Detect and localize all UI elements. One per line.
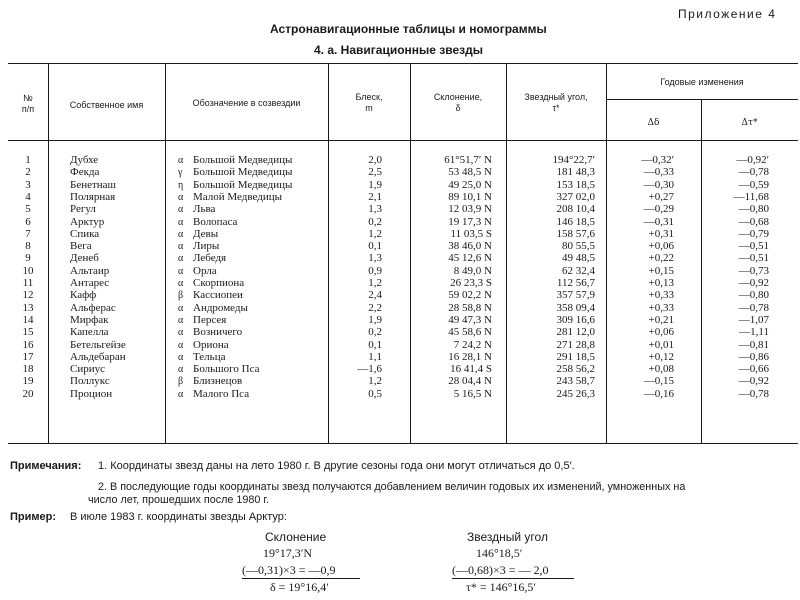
delta-declination: —0,32′: [641, 154, 674, 166]
header-annual: Годовые изменения: [660, 77, 744, 87]
magnitude: 0,1: [368, 240, 382, 253]
annual-subheader-rule: [606, 99, 798, 100]
magnitude: 2,5: [368, 166, 382, 179]
greek-letter: α: [178, 302, 184, 314]
greek-letter: α: [178, 204, 184, 216]
delta-sidereal: —0,51: [738, 252, 769, 265]
row-number: 17: [22, 350, 34, 363]
star-name: Альдебаран: [70, 350, 126, 363]
example-label: Пример:: [10, 511, 57, 523]
sidereal-angle: 258 56,2: [556, 363, 595, 376]
row-number: 11: [22, 277, 34, 289]
declination: 16 28,1 N: [448, 350, 492, 363]
table-header-rule: [8, 140, 798, 141]
greek-letter: α: [178, 241, 184, 253]
sidereal-angle: 357 57,9: [556, 289, 595, 302]
greek-letter: α: [178, 388, 184, 400]
constellation: Девы: [193, 227, 219, 240]
row-number: 19: [22, 375, 34, 388]
magnitude: 2,0: [368, 154, 382, 166]
delta-sidereal: —0,59: [738, 178, 769, 191]
greek-letter: α: [178, 228, 184, 240]
row-number: 4: [25, 190, 31, 203]
notes-label: Примечания:: [10, 460, 82, 472]
declination: 16 41,4 S: [450, 363, 492, 376]
delta-declination: +0,08: [648, 363, 674, 376]
delta-sidereal: —0,78: [738, 387, 769, 400]
sidereal-angle: 181 48,3: [556, 166, 595, 179]
row-number: 13: [22, 301, 34, 314]
sidereal-angle: 146 18,5: [556, 215, 595, 228]
table-bottom-rule: [8, 443, 798, 444]
sidereal-angle: 194°22,7′: [552, 154, 595, 166]
declination: 8 49,0 N: [453, 264, 492, 277]
header-sidereal: Звездный угол, τ*: [524, 92, 588, 113]
col-sep-1: [48, 63, 49, 443]
star-name: Вега: [70, 240, 92, 253]
greek-letter: γ: [178, 167, 183, 179]
note-1: 1. Координаты звезд даны на лето 1980 г. В другие сезоны года они могут отличаться до 0,5′.: [98, 460, 575, 472]
sidereal-angle: 281 12,0: [556, 326, 595, 339]
greek-letter: α: [178, 314, 184, 326]
header-delta-sid: Δτ*: [741, 118, 758, 128]
star-name: Регул: [70, 203, 96, 216]
row-number: 2: [25, 166, 31, 179]
sidereal-angle: 309 16,6: [556, 313, 595, 326]
star-name: Поллукс: [70, 375, 110, 388]
note-2-line-2: число лет, прошедших после 1980 г.: [88, 494, 270, 506]
delta-declination: +0,21: [648, 313, 674, 326]
constellation: Большого Пса: [193, 363, 260, 376]
delta-sidereal: —11,68: [733, 190, 769, 203]
row-number: 14: [22, 313, 34, 326]
declination: 89 10,1 N: [448, 190, 492, 203]
magnitude: 2,1: [368, 190, 382, 203]
sidereal-angle: 112 56,7: [556, 277, 595, 289]
row-number: 5: [25, 203, 31, 216]
star-name: Денеб: [70, 252, 99, 265]
delta-sidereal: —0,92′: [736, 154, 769, 166]
example-decl-result: δ = 19°16,4′: [270, 580, 329, 594]
row-number: 8: [25, 240, 31, 253]
star-name: Альферас: [70, 301, 116, 314]
star-name: Бетельгейзе: [70, 338, 126, 351]
star-name: Капелла: [70, 326, 109, 339]
declination: 59 02,2 N: [448, 289, 492, 302]
example-sid-title: Звездный угол: [467, 530, 548, 544]
declination: 5 16,5 N: [453, 387, 492, 400]
greek-letter: α: [178, 265, 184, 277]
header-delta-decl: Δδ: [647, 118, 660, 128]
row-number: 6: [25, 215, 31, 228]
magnitude: 0,2: [368, 215, 382, 228]
delta-declination: +0,12: [648, 350, 674, 363]
constellation: Персея: [193, 313, 227, 326]
greek-letter: η: [178, 179, 184, 191]
delta-declination: —0,29: [643, 203, 674, 216]
sidereal-angle: 62 32,4: [562, 264, 595, 277]
row-number: 18: [22, 363, 34, 376]
magnitude: 2,4: [368, 289, 382, 302]
row-number: 10: [22, 264, 34, 277]
magnitude: —1,6: [357, 363, 382, 376]
constellation: Большой Медведицы: [193, 166, 293, 179]
declination: 61°51,7′ N: [444, 154, 492, 166]
magnitude: 1,9: [368, 178, 382, 191]
delta-declination: —0,33: [643, 166, 674, 179]
magnitude: 1,3: [368, 252, 382, 265]
greek-letter: α: [178, 253, 184, 265]
star-name: Антарес: [70, 277, 110, 289]
magnitude: 0,9: [368, 264, 382, 277]
sidereal-angle: 291 18,5: [556, 350, 595, 363]
declination: 38 46,0 N: [448, 240, 492, 253]
row-number: 15: [22, 326, 34, 339]
example-sid-result: τ* = 146°16,5′: [466, 580, 537, 594]
delta-sidereal: —0,73: [738, 264, 769, 277]
delta-declination: +0,27: [648, 190, 674, 203]
row-number: 3: [25, 178, 31, 191]
declination: 11 03,5 S: [450, 227, 492, 240]
note-2-line-1: 2. В последующие годы координаты звезд получаются добавлением величин годовых их изменений, умноженных на: [98, 481, 686, 493]
greek-letter: β: [178, 290, 184, 302]
delta-declination: —0,16: [643, 387, 674, 400]
page-title: Астронавигационные таблицы и номограммы: [270, 22, 547, 36]
delta-declination: +0,06: [648, 326, 674, 339]
constellation: Волопаса: [193, 215, 238, 228]
appendix-label: Приложение 4: [678, 7, 777, 21]
delta-declination: +0,22: [648, 252, 674, 265]
magnitude: 1,2: [368, 277, 382, 289]
header-magnitude: Блеск, m: [355, 92, 383, 113]
sidereal-angle: 158 57,6: [556, 227, 595, 240]
star-name: Арктур: [70, 215, 105, 228]
star-name: Сириус: [70, 363, 105, 376]
row-number: 16: [22, 338, 34, 351]
delta-declination: —0,30: [643, 178, 674, 191]
delta-sidereal: —1,11: [739, 326, 769, 339]
greek-letter: α: [178, 327, 184, 339]
example-decl-base: 19°17,3′N: [263, 546, 313, 560]
table-top-rule: [8, 63, 798, 64]
sidereal-angle: 245 26,3: [556, 387, 595, 400]
delta-sidereal: —0,78: [738, 166, 769, 179]
star-name: Бенетнаш: [70, 178, 117, 191]
constellation: Скорпиона: [193, 277, 245, 289]
magnitude: 1,2: [368, 227, 382, 240]
example-decl-title: Склонение: [265, 530, 327, 544]
greek-letter: α: [178, 191, 184, 203]
delta-sidereal: —0,86: [738, 350, 769, 363]
delta-declination: +0,31: [648, 227, 674, 240]
example-decl-correction: (—0,31)×3 = —0,9: [242, 563, 360, 579]
header-num: № п/п: [21, 93, 35, 114]
greek-letter: α: [178, 155, 184, 166]
sidereal-angle: 49 48,5: [562, 252, 595, 265]
header-declination: Склонение, δ: [433, 92, 483, 113]
declination: 53 48,5 N: [448, 166, 492, 179]
delta-sidereal: —0,66: [738, 363, 769, 376]
row-number: 9: [25, 252, 31, 265]
magnitude: 1,2: [368, 375, 382, 388]
page-subtitle: 4. a. Навигационные звезды: [314, 43, 483, 57]
sidereal-angle: 358 09,4: [556, 301, 595, 314]
magnitude: 0,5: [368, 387, 382, 400]
constellation: Андромеды: [193, 301, 248, 314]
declination: 45 12,6 N: [448, 252, 492, 265]
delta-sidereal: —0,81: [738, 338, 769, 351]
constellation: Малой Медведицы: [193, 190, 282, 203]
declination: 12 03,9 N: [448, 203, 492, 216]
delta-sidereal: —0,79: [738, 227, 769, 240]
magnitude: 0,2: [368, 326, 382, 339]
constellation: Малого Пса: [193, 387, 250, 400]
sidereal-angle: 153 18,5: [556, 178, 595, 191]
greek-letter: α: [178, 216, 184, 228]
magnitude: 2,2: [368, 301, 382, 314]
header-designation: Обозначение в созвездии: [192, 98, 301, 108]
delta-sidereal: —0,51: [738, 240, 769, 253]
delta-declination: +0,06: [648, 240, 674, 253]
greek-letter: α: [178, 351, 184, 363]
declination: 26 23,3 S: [450, 277, 492, 289]
header-name: Собственное имя: [69, 100, 144, 110]
constellation: Лиры: [193, 240, 220, 253]
constellation: Лебедя: [193, 252, 227, 265]
magnitude: 0,1: [368, 338, 382, 351]
constellation: Кассиопеи: [193, 289, 243, 302]
constellation: Тельца: [193, 350, 226, 363]
star-name: Процион: [70, 387, 113, 400]
declination: 28 04,4 N: [448, 375, 492, 388]
declination: 19 17,3 N: [448, 215, 492, 228]
constellation: Льва: [193, 203, 216, 216]
star-name: Мирфак: [70, 313, 109, 326]
greek-letter: α: [178, 339, 184, 351]
star-name: Кафф: [70, 289, 97, 302]
sidereal-angle: 327 02,0: [556, 190, 595, 203]
delta-sidereal: —0,78: [738, 301, 769, 314]
magnitude: 1,1: [368, 350, 382, 363]
delta-sidereal: —1,07: [738, 313, 769, 326]
delta-declination: +0,33: [648, 301, 674, 314]
row-number: 12: [22, 289, 34, 302]
row-number: 7: [25, 227, 31, 240]
delta-sidereal: —0,80: [738, 203, 769, 216]
delta-sidereal: —0,80: [738, 289, 769, 302]
constellation: Возничего: [193, 326, 243, 339]
delta-declination: +0,13: [648, 277, 674, 289]
sidereal-angle: 208 10,4: [556, 203, 595, 216]
greek-letter: β: [178, 376, 184, 388]
delta-declination: +0,15: [648, 264, 674, 277]
greek-letter: α: [178, 278, 184, 289]
row-number: 1: [25, 154, 31, 166]
constellation: Близнецов: [193, 375, 243, 388]
constellation: Большой Медведицы: [193, 154, 293, 166]
example-text: В июле 1983 г. координаты звезды Арктур:: [70, 511, 287, 523]
delta-declination: +0,33: [648, 289, 674, 302]
constellation: Ориона: [193, 338, 229, 351]
col-sep-2: [165, 63, 166, 443]
sidereal-angle: 243 58,7: [556, 375, 595, 388]
declination: 28 58,8 N: [448, 301, 492, 314]
declination: 7 24,2 N: [453, 338, 492, 351]
declination: 49 25,0 N: [448, 178, 492, 191]
sidereal-angle: 271 28,8: [556, 338, 595, 351]
constellation: Большой Медведицы: [193, 178, 293, 191]
example-sid-base: 146°18,5′: [476, 546, 523, 560]
delta-declination: —0,31: [643, 215, 674, 228]
star-name: Полярная: [70, 190, 116, 203]
example-sid-correction: (—0,68)×3 = — 2,0: [452, 563, 574, 579]
declination: 49 47,3 N: [448, 313, 492, 326]
delta-sidereal: —0,68: [738, 215, 769, 228]
delta-declination: +0,01: [648, 338, 674, 351]
delta-sidereal: —0,92: [738, 375, 769, 388]
delta-declination: —0,15: [643, 375, 674, 388]
row-number: 20: [22, 387, 34, 400]
sidereal-angle: 80 55,5: [562, 240, 595, 253]
star-name: Дубхе: [70, 154, 99, 166]
declination: 45 58,6 N: [448, 326, 492, 339]
magnitude: 1,3: [368, 203, 382, 216]
star-name: Фекда: [70, 166, 100, 179]
magnitude: 1,9: [368, 313, 382, 326]
star-name: Спика: [70, 227, 100, 240]
delta-sidereal: —0,92: [738, 277, 769, 289]
greek-letter: α: [178, 364, 184, 376]
star-name: Альтаир: [70, 264, 110, 277]
constellation: Орла: [193, 264, 217, 277]
